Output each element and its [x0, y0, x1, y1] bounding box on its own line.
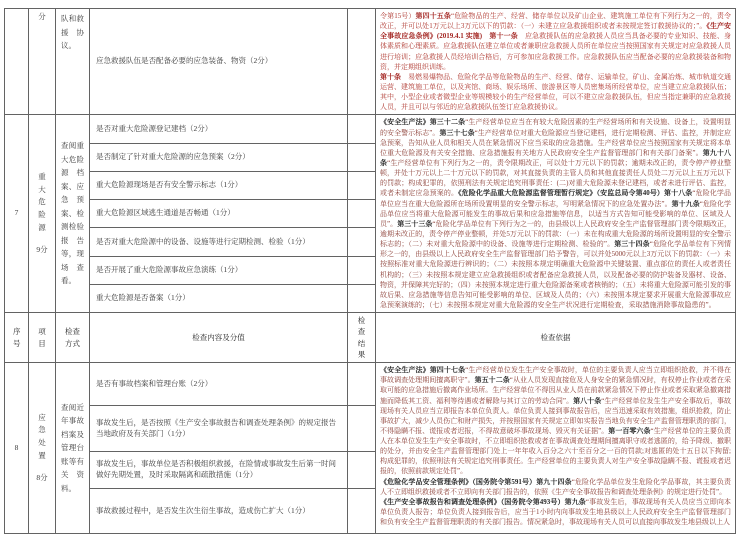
content-cell: 是否开展了重大危险源事故应急演练（1分） [90, 256, 348, 284]
document-page [0, 8, 739, 527]
result-cell [348, 363, 376, 406]
seq-cell: 8 [5, 363, 29, 534]
col-header-item: 项目 [29, 313, 56, 363]
result-cell [348, 489, 376, 534]
item-score: 9分 [36, 244, 48, 254]
result-cell [348, 256, 376, 284]
content-cell: 重大危险源现场是否有安全警示标志（1分） [90, 171, 348, 199]
content-cell: 是否对重大危险源中的设备、设施等进行定期检测、检验（1分） [90, 228, 348, 256]
content-cell: 事故发生后，是否按照《生产安全事故报告和调查处理条例》的规定报告当地政府及有关部门（1分） [90, 406, 348, 452]
result-cell [348, 143, 376, 171]
result-cell [348, 115, 376, 143]
content-cell: 是否对重大危险源登记建档（2分） [90, 115, 348, 143]
item-cell [29, 363, 56, 534]
content-cell: 重大危险源区域逃生通道是否畅通（1分） [90, 200, 348, 228]
content-cell: 是否有事故档案和管理台账（2分） [90, 363, 348, 406]
result-cell [348, 452, 376, 489]
method-cell-carryover: 队和救援协议。 [56, 9, 90, 115]
result-cell [348, 171, 376, 199]
row-7 [5, 115, 736, 143]
seq-cell: 7 [5, 115, 29, 313]
carryover-row [5, 9, 736, 115]
content-cell: 事故救援过程中，是否发生次生衍生事故，造成伤亡扩大（1分） [90, 489, 348, 534]
content-cell: 是否制定了针对重大危险源的应急预案（2分） [90, 143, 348, 171]
row-8 [5, 363, 736, 406]
item-name: 应急处置 [38, 412, 46, 460]
content-cell: 事故发生后，事故单位是否积极组织救援，在险情或事故发生后第一时间做好先期处置，及时采取隔离和疏散措施（1分） [90, 452, 348, 489]
content-cell: 重大危险源是否备案（1分） [90, 284, 348, 312]
col-header-method: 检查方式 [56, 313, 90, 363]
basis-cell: 《安全生产法》第四十七条“生产经营单位发生生产安全事故时，单位的主要负责人应当立即组织抢救，并不得在事故调查处理期间擅离职守”。第五十二条“从业人员发现直接危及人身安全的紧急情况时，有权停止作业或者在采取可能的应急措施后撤离作业场所。生产经营单位不得因从业人员在前款紧急情况下停止作业或者采取紧急撤离措施而降低其工资、福利等待遇或者解除与其订立的劳动合同”。第八十条“生产经营单位发生生产安全事故后，事故现场有关人员应当立即报告本单位负责人。单位负责人接到事故报告后，应当迅速采取有效措施，组织抢救，防止事故扩大，减少人员伤亡和财产损失，并按照国家有关规定立即如实报告当地负有安全生产监督管理职责的部门，不得隐瞒不报、谎报或者迟报，不得故意破坏事故现场、毁灭有关证据”。第一百零六条“生产经营单位的主要负责人在本单位发生生产安全事故时，不立即组织抢救或者在事故调查处理期间擅离职守或者逃匿的，给予降级、撤职的处分，并由安全生产监督管理部门处上一年年收入百分之六十至百分之一百的罚款;对逃匿的处十五日以下拘留;构成犯罪的，依照刑法有关规定追究刑事责任。生产经营单位的主要负责人对生产安全事故隐瞒不报、谎报或者迟报的，依照前款规定处罚”。 《危险化学品安全管理条例》（国务院令第591号）第九十四条“危险化学品单位发生危险化学品事故，其主要负责人不立即组织救援或者不立即向有关部门报告的，依照《生产安全事故报告和调查处理条例》的规定进行处罚”。 《生产安全事故报告和调查处理条例》（国务院令第493号）第九条“事故发生后，事故现场有关人员应当立即向本单位负责人报告；单位负责人接到报告后，应当于1小时内向事故发生地县级以上人民政府安全生产监督管理部门和负有安全生产监督管理职责的有关部门报告。情况紧急时，事故现场有关人员可以直接向事故发生地县级以上人 [376, 363, 736, 534]
result-cell [348, 228, 376, 256]
item-score: 8分 [36, 472, 48, 482]
col-header-seq: 序号 [5, 313, 29, 363]
item-name: 重大危险源 [38, 171, 46, 232]
col-header-basis: 检查依据 [376, 313, 736, 363]
result-cell [348, 406, 376, 452]
result-cell [348, 9, 376, 115]
inspection-table [4, 8, 736, 534]
method-cell: 查阅重大危险源档案、应急预案、检测检验报告等，现场查看。 [56, 115, 90, 313]
col-header-result: 检查结果 [348, 313, 376, 363]
basis-cell-carryover: 令第15号）第四十五条“危险物品的生产、经营、储存单位以及矿山企业、建筑施工单位有下列行为之一的，责令改正，并可以处1万元以上3万元以下的罚款：（一）未建立应急救援组织或者未按规定签订救援协议的；”。《生产安全事故应急条例》(2019.4.1 实施) 第十一条 应急救援队伍的应急救援人员应当具备必要的专业知识、技能、身体素质和心理素质。应急救援队伍建立单位或者兼职应急救援人员所在单位应当按照国家有关规定对应急救援人员进行培训；应急救援人员经培训合格后，方可参加应急救援工作。应急救援队伍应当配备必要的应急救援装备和物资，并定期组织训练。 第十条 易燃易爆物品、危险化学品等危险物品的生产、经营、储存、运输单位，矿山、金属冶炼、城市轨道交通运营、建筑施工单位，以及宾馆、商场、娱乐场所、旅游景区等人员密集场所经营单位，应当建立应急救援队伍；其中，小型企业或者微型企业等规模较小的生产经营单位，可以不建立应急救援队伍，但应当指定兼职的应急救援人员，并且可以与邻近的应急救援队伍签订应急救援协议。 [376, 9, 736, 115]
item-cell-carryover: 分 [29, 9, 56, 115]
result-cell [348, 284, 376, 312]
basis-cell: 《安全生产法》第三十二条“生产经营单位应当在有较大危险因素的生产经营场所和有关设施、设备上，设置明显的安全警示标志”。第三十七条“生产经营单位对重大危险源应当登记建档，进行定期检测、评估、监控，并制定应急预案，告知从业人员和相关人员在紧急情况下应当采取的应急措施。生产经营单位应当按照国家有关规定将本单位重大危险源及有关安全措施、应急措施报有关地方人民政府安全生产监督管理部门和有关部门备案”。第九十八条“生产经营单位有下列行为之一的，责令限期改正，可以处十万元以下的罚款；逾期未改正的，责令停产停业整顿，并处十万元以上二十万元以下的罚款，对其直接负责的主管人员和其他直接责任人员处二万元以上五万元以下的罚款；构成犯罪的，依照刑法有关规定追究刑事责任：(二)对重大危险源未登记建档，或者未进行评估、监控，或者未制定应急预案的。《危险化学品重大危险源监督管理暂行规定》（安监总局令第40号）第十八条“危险化学品单位应当在重大危险源所在场所设置明显的安全警示标志，写明紧急情况下的应急处置办法”。第十九条“危险化学品单位应当将重大危险源可能发生的事故后果和应急措施等信息，以适当方式告知可能受影响的单位、区域及人员”。第三十三条“危险化学品单位有下列行为之一的，由县级以上人民政府安全生产监督管理部门责令限期改正，逾期未改正的，责令停产停业整顿，并处5万元以下的罚款：（一）未在构成重大危险源的场所设置明显的安全警示标志的；（二）未对重大危险源中的设备、设施等进行定期检测、检验的”。第三十四条“危险化学品单位有下列情形之一的，由县级以上人民政府安全生产监督管理部门给予警告，可以并处5000元以上3万元以下的罚款：（一）未按照标准对重大危险源进行辨识的；（二）未按照本规定明确重大危险源中关键装置、重点部位的责任人或者责任机构的；（三）未按照本规定建立应急救援组织或者配备应急救援人员，以及配备必要的防护装备及器材、设备、物资，并保障其完好的；（四）未按照本规定进行重大危险源备案或者核销的；（五）未将重大危险源可能引发的事故后果、应急措施等信息告知可能受影响的单位、区域及人员的；（六）未按照本规定要求开展重大危险源事故应急预案演练的；（七）未按照本规定对重大危险源的安全生产状况进行定期检查，采取措施消除事故隐患的”。 [376, 115, 736, 313]
item-cell [29, 115, 56, 313]
content-cell: 应急救援队伍是否配备必要的应急装备、物资（2分） [90, 9, 348, 115]
table-header-row [5, 313, 736, 363]
method-cell: 查阅近年事故档案及管理台账等有关资料。 [56, 363, 90, 534]
result-cell [348, 200, 376, 228]
seq-cell-empty [5, 9, 29, 115]
col-header-content: 检查内容及分值 [90, 313, 348, 363]
